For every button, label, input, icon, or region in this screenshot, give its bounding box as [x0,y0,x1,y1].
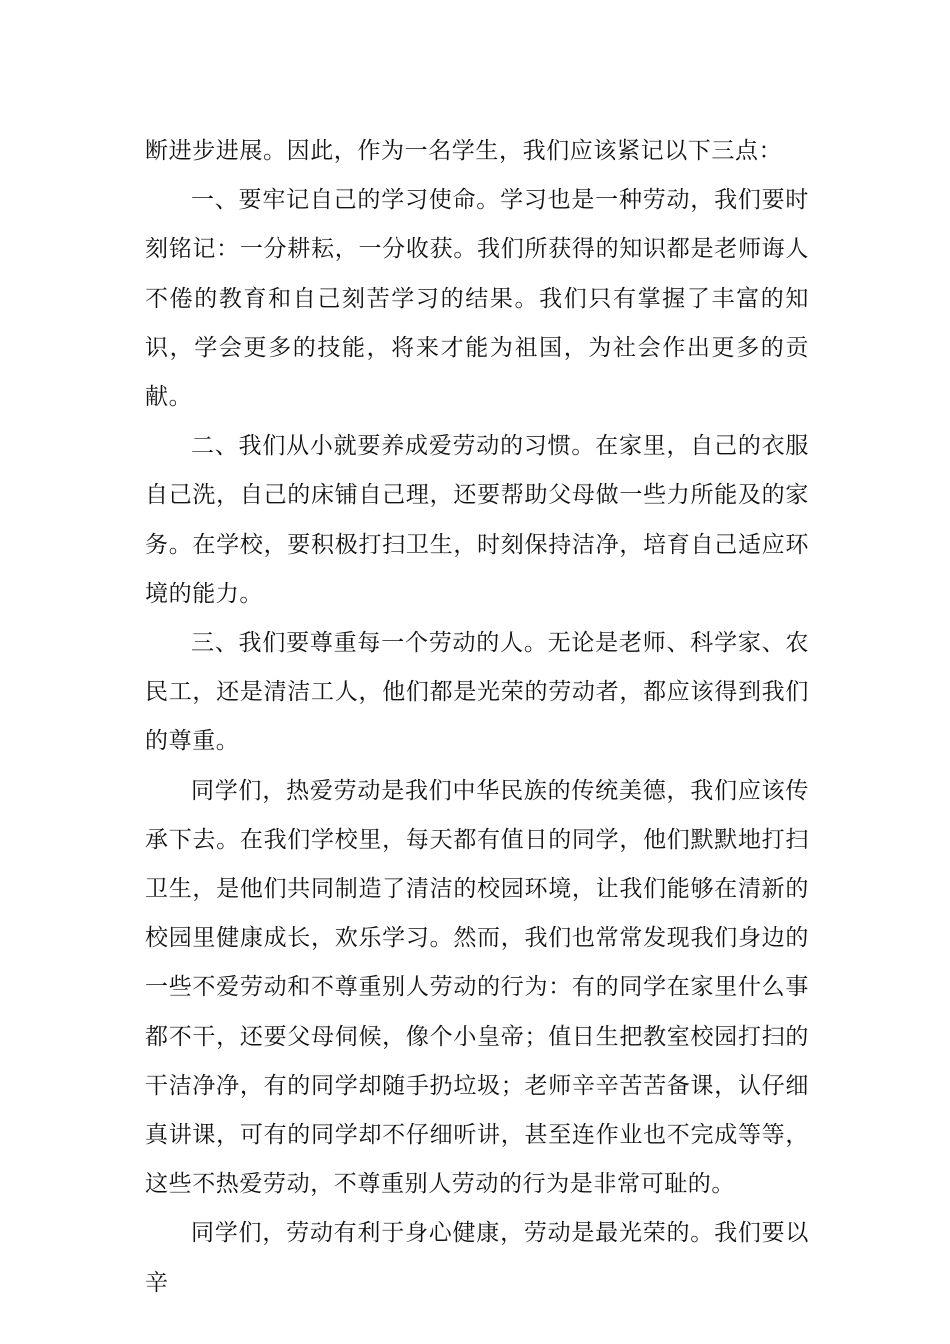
paragraph-continuation: 断进步进展。因此，作为一名学生，我们应该紧记以下三点： [145,138,783,164]
paragraph-point-one: 一、要牢记自己的学习使命。学习也是一种劳动，我们要时刻铭记：一分耕耘，一分收获。我们所获得的知识都是老师诲人不倦的教育和自己刻苦学习的结果。我们只有掌握了丰富的知识，学会更多的技能，将来才能为祖国，为社会作出更多的贡献。 [145,187,809,411]
paragraph-point-two: 二、我们从小就要养成爱劳动的习惯。在家里，自己的衣服自己洗，自己的床铺自己理，还要帮助父母做一些力所能及的家务。在学校，要积极打扫卫生，时刻保持洁净，培育自己适应环境的能力。 [145,433,809,607]
paragraph-point-three: 三、我们要尊重每一个劳动的人。无论是老师、科学家、农民工，还是清洁工人，他们都是光荣的劳动者，都应该得到我们的尊重。 [145,630,809,755]
body-text [145,127,809,1308]
paragraph-tradition: 同学们，热爱劳动是我们中华民族的传统美德，我们应该传承下去。在我们学校里，每天都有值日的同学，他们默默地打扫卫生，是他们共同制造了清洁的校园环境，让我们能够在清新的校园里健康成长，欢乐学习。然而，我们也常常发现我们身边的一些不爱劳动和不尊重别人劳动的行为：有的同学在家里什么事都不干，还要父母伺候，像个小皇帝；值日生把教室校园打扫的干洁净净，有的同学却随手扔垃圾；老师辛辛苦苦备课，认仔细真讲课，可有的同学却不仔细听讲，甚至连作业也不完成等等，这些不热爱劳动，不尊重别人劳动的行为是非常可耻的。 [145,777,809,1198]
paragraph-closing: 同学们，劳动有利于身心健康，劳动是最光荣的。我们要以辛 [145,1220,809,1296]
